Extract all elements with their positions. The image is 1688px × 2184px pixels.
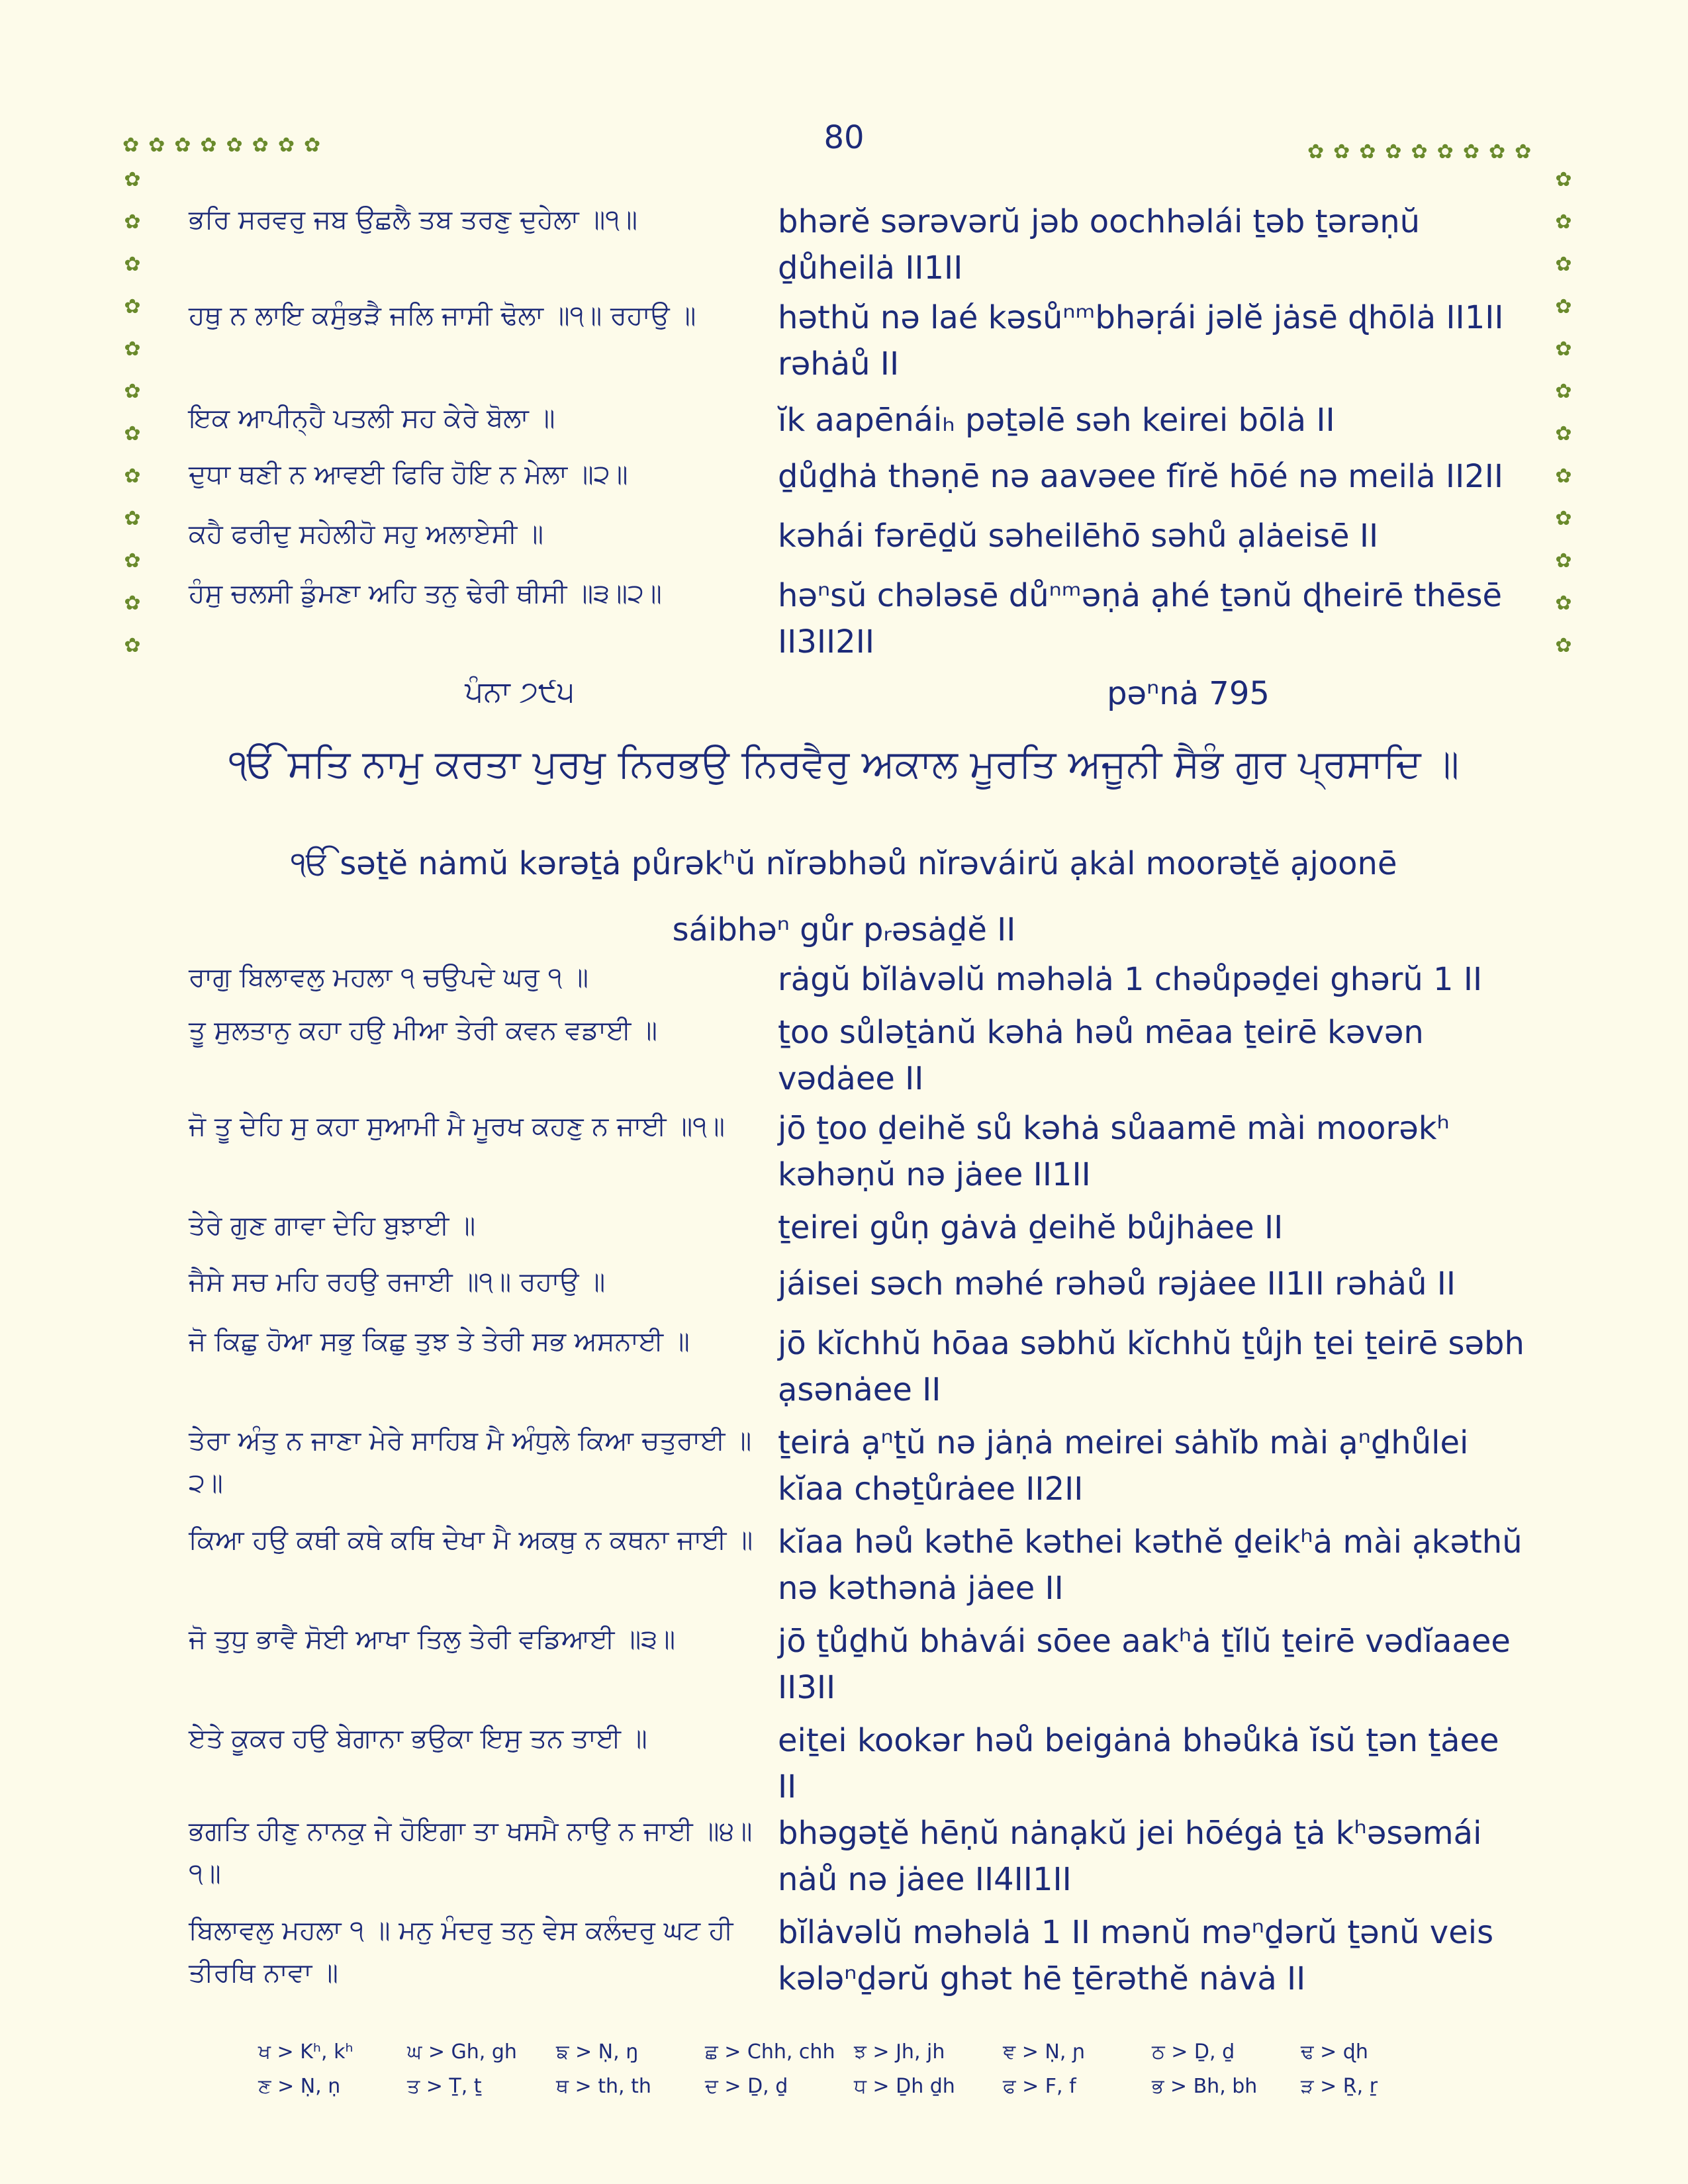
verse-section-1 <box>189 199 1526 665</box>
transliteration-line: kĭaa həů kəthē kəthei kəthĕ ḏeikʰȧ mài ạkəthŭ nə kəthənȧ jȧee II <box>778 1524 1523 1607</box>
gurmukhi-line: ਹੰਸੁ ਚਲਸੀ ਡੁੰਮਣਾ ਅਹਿ ਤਨੁ ਢੇਰੀ ਥੀਸੀ ॥੩॥੨॥ <box>189 578 662 609</box>
flower-ornament: ✿ <box>124 634 141 657</box>
transliteration-line: bhəgəṯĕ hēṇŭ nȧnạkŭ jei hōégȧ ṯȧ kʰəsəmái nȧů nə jȧee II4II1II <box>778 1815 1482 1898</box>
key-entry: ਘ > Gh, gh <box>407 2040 517 2064</box>
transliteration-line: ḏůḏhȧ thəṇē nə aavəee fĭrĕ hōé nə meilȧ II2II <box>778 458 1504 495</box>
verse-section-2 <box>189 956 1526 2009</box>
gurmukhi-line: ਰਾਗੁ ਬਿਲਾਵਲੁ ਮਹਲਾ ੧ ਚਉਪਦੇ ਘਰੁ ੧ ॥ <box>189 962 588 993</box>
key-row <box>258 2070 1450 2104</box>
transliteration-line: həthŭ nə laé kəsůⁿᵐbhəṛái jəlĕ jȧsē ɖhōlȧ II1II rəhȧů II <box>778 299 1504 383</box>
gurmukhi-line: ਜੈਸੇ ਸਚ ਮਹਿ ਰਹਉ ਰਜਾਈ ॥੧॥ ਰਹਾਉ ॥ <box>189 1267 606 1297</box>
verse-row <box>189 295 1526 397</box>
transliteration-line: jáisei səch məhé rəhəů rəjȧee II1II rəhȧů II <box>778 1265 1456 1302</box>
flower-ornament: ✿ <box>1555 634 1572 657</box>
gurmukhi-line: ਕਿਆ ਹਉ ਕਥੀ ਕਥੇ ਕਥਿ ਦੇਖਾ ਮੈ ਅਕਥੁ ਨ ਕਥਨਾ ਜਾਈ ॥ <box>189 1525 753 1555</box>
gurmukhi-line: ਜੋ ਕਿਛੁ ਹੋਆ ਸਭੁ ਕਿਛੁ ਤੁਝ ਤੇ ਤੇਰੀ ਸਭ ਅਸਨਾਈ ॥ <box>189 1326 690 1357</box>
gurmukhi-line: ਏਤੇ ਕੂਕਰ ਹਉ ਬੇਗਾਨਾ ਭਉਕਾ ਇਸੁ ਤਨ ਤਾਈ ॥ <box>189 1723 647 1754</box>
border-left-column <box>119 159 146 667</box>
flower-ornament: ✿ <box>124 465 141 488</box>
verse-row <box>189 453 1526 513</box>
flower-ornament: ✿ <box>124 422 141 445</box>
gurmukhi-line: ਜੋ ਤੁਧੁ ਭਾਵੈ ਸੋਈ ਆਖਾ ਤਿਲੁ ਤੇਰੀ ਵਡਿਆਈ ॥੩॥ <box>189 1624 676 1655</box>
flower-ornament: ✿ <box>124 338 141 361</box>
key-entry: ਤ > Ṯ, ṯ <box>407 2075 482 2098</box>
flower-ornament: ✿ <box>1555 592 1572 615</box>
transliteration-line: jō ṯoo ḏeihĕ sů kəhȧ sůaamē mài moorəkʰ kəhəṇŭ nə jȧee II1II <box>778 1110 1450 1193</box>
gurmukhi-line: ਇਕ ਆਪੀਨ੍ਹੈ ਪਤਲੀ ਸਹ ਕੇਰੇ ਬੋਲਾ ॥ <box>189 403 555 433</box>
flower-ornament: ✿ <box>1555 422 1572 445</box>
border-right-column <box>1550 159 1577 667</box>
gurmukhi-line: ਤੂ ਸੁਲਤਾਨੁ ਕਹਾ ਹਉ ਮੀਆ ਤੇਰੀ ਕਵਨ ਵਡਾਈ ॥ <box>189 1015 657 1046</box>
verse-row <box>189 1320 1526 1420</box>
flower-ornament: ✿ <box>1555 338 1572 361</box>
key-entry: ਛ > Chh, chh <box>705 2040 835 2064</box>
gurmukhi-line: ਜੋ ਤੂ ਦੇਹਿ ਸੁ ਕਹਾ ਸੁਆਮੀ ਮੈ ਮੂਰਖ ਕਹਣੁ ਨ ਜਾਈ ॥੧॥ <box>189 1111 725 1142</box>
gurmukhi-line: ਬਿਲਾਵਲੁ ਮਹਲਾ ੧ ॥ ਮਨੁ ਮੰਦਰੁ ਤਨੁ ਵੇਸ ਕਲੰਦਰੁ ਘਟ ਹੀ ਤੀਰਥਿ ਨਾਵਾ ॥ <box>189 1915 733 1988</box>
flower-ornament: ✿ <box>124 168 141 191</box>
flower-ornament: ✿ <box>124 295 141 318</box>
verse-row <box>189 1105 1526 1205</box>
key-entry: ਙ > Ṇ, ŋ <box>556 2040 639 2064</box>
flower-ornament: ✿ <box>124 592 141 615</box>
transliteration-line: rȧgŭ bĭlȧvəlŭ məhəlȧ 1 chəůpəḏei ghərŭ 1 II <box>778 961 1483 998</box>
page-marker-transliteration: pəⁿnȧ 795 <box>1107 675 1270 712</box>
key-entry: ਦ > Ḏ, ḏ <box>705 2075 788 2098</box>
flower-ornament: ✿ <box>1555 168 1572 191</box>
flower-ornament: ✿ <box>124 210 141 234</box>
transliteration-line: ĭk aapēnáiₕ pəṯəlē səh keirei bōlȧ II <box>778 402 1335 439</box>
verse-row <box>189 1519 1526 1618</box>
border-top-right: ✿✿✿✿✿✿✿✿✿ <box>1307 140 1541 163</box>
transliteration-line: jō ṯůḏhŭ bhȧvái sōee aakʰȧ ṯĭlŭ ṯeirē vədĭaaee II3II <box>778 1623 1511 1706</box>
verse-row <box>189 956 1526 1009</box>
transliteration-line: bhərĕ sərəvərŭ jəb oochhəlái ṯəb ṯərəṇŭ ḏůheilȧ II1II <box>778 203 1421 287</box>
key-entry: ਖ > Kʰ, kʰ <box>258 2040 353 2064</box>
transliteration-line: ṯeirei gůṇ gȧvȧ ḏeihĕ bůjhȧee II <box>778 1209 1284 1246</box>
flower-ornament: ✿ <box>1555 380 1572 403</box>
verse-row <box>189 397 1526 453</box>
flower-ornament: ✿ <box>124 380 141 403</box>
verse-row <box>189 1205 1526 1261</box>
key-entry: ਣ > Ṇ, ṇ <box>258 2075 341 2098</box>
page-marker <box>189 675 1526 712</box>
flower-ornament: ✿ <box>1555 210 1572 234</box>
flower-ornament: ✿ <box>1555 295 1572 318</box>
flower-ornament: ✿ <box>1555 253 1572 276</box>
flower-ornament: ✿ <box>1555 549 1572 572</box>
gurmukhi-line: ਹਥੁ ਨ ਲਾਇ ਕਸੁੰਭੜੈ ਜਲਿ ਜਾਸੀ ਢੋਲਾ ॥੧॥ ਰਹਾਉ ॥ <box>189 300 696 331</box>
key-entry: ੜ > Ṟ, ṟ <box>1301 2075 1378 2098</box>
transliteration-line: ṯeirȧ ạⁿṯŭ nə jȧṇȧ meirei sȧhĭb mài ạⁿḏhůlei kĭaa chəṯůrȧee II2II <box>778 1424 1469 1508</box>
gurmukhi-line: ਕਹੈ ਫਰੀਦੁ ਸਹੇਲੀਹੋ ਸਹੁ ਅਲਾਏਸੀ ॥ <box>189 519 544 549</box>
transliteration-line: həⁿsŭ chələsē důⁿᵐəṇȧ ạhé ṯənŭ ɖheirē thēsē II3II2II <box>778 577 1502 660</box>
key-entry: ਢ > ɖh <box>1301 2040 1368 2064</box>
key-entry: ਫ > F, f <box>1003 2075 1076 2098</box>
verse-row <box>189 1717 1526 1810</box>
flower-ornament: ✿ <box>124 549 141 572</box>
transliteration-line: bĭlȧvəlŭ məhəlȧ 1 II mənŭ məⁿḏərŭ ṯənŭ veis kələⁿḏərŭ ghət hē ṯērəthĕ nȧvȧ II <box>778 1914 1494 1997</box>
border-top-left: ✿✿✿✿✿✿✿✿ <box>122 134 330 157</box>
flower-ornament: ✿ <box>1555 507 1572 530</box>
verse-row <box>189 572 1526 665</box>
page-number: 80 <box>823 119 865 156</box>
flower-ornament: ✿ <box>1555 465 1572 488</box>
gurmukhi-line: ਦੁਧਾ ਥਣੀ ਨ ਆਵਈ ਫਿਰਿ ਹੋਇ ਨ ਮੇਲਾ ॥੨॥ <box>189 459 628 490</box>
flower-ornament: ✿ <box>124 253 141 276</box>
key-row <box>258 2035 1450 2070</box>
verse-row <box>189 1420 1526 1519</box>
key-entry: ਠ > Ḏ, ḏ <box>1152 2040 1235 2064</box>
transliteration-line: kəhái fərēḏŭ səheilēhō səhů ạlȧeisē II <box>778 518 1379 555</box>
verse-row <box>189 1810 1526 1909</box>
gurmukhi-line: ਭਗਤਿ ਹੀਣੁ ਨਾਨਕੁ ਜੇ ਹੋਇਗਾ ਤਾ ਖਸਮੈ ਨਾਉ ਨ ਜਾਈ ॥੪॥੧॥ <box>189 1816 753 1889</box>
transliteration-line: jō kĭchhŭ hōaa səbhŭ kĭchhŭ ṯůjh ṯei ṯeirē səbh ạsənȧee II <box>778 1325 1524 1408</box>
mool-mantar-gurmukhi: ੴ ਸਤਿ ਨਾਮੁ ਕਰਤਾ ਪੁਰਖੁ ਨਿਰਭਉ ਨਿਰਵੈਰੁ ਅਕਾਲ ਮੂਰਤਿ ਅਜੂਨੀ ਸੈਭੰ ਗੁਰ ਪ੍ਰਸਾਦਿ ॥ <box>228 741 1460 786</box>
transliteration-line: eiṯei kookər həů beigȧnȧ bhəůkȧ ĭsŭ ṯən ṯȧee II <box>778 1722 1499 1805</box>
transliteration-line: ṯoo sůləṯȧnŭ kəhȧ həů mēaa ṯeirē kəvən vədȧee II <box>778 1014 1424 1097</box>
key-entry: ਝ > Jh, jh <box>854 2040 945 2064</box>
page-marker-gurmukhi: ਪੰਨਾ ੭੯੫ <box>465 675 575 709</box>
key-entry: ਥ > th, th <box>556 2075 651 2098</box>
flower-ornament: ✿ <box>124 507 141 530</box>
key-entry: ਭ > Bh, bh <box>1152 2075 1258 2098</box>
gurmukhi-line: ਤੇਰੇ ਗੁਣ ਗਾਵਾ ਦੇਹਿ ਬੁਝਾਈ ॥ <box>189 1210 476 1241</box>
verse-row <box>189 1909 1526 2009</box>
verse-row <box>189 513 1526 572</box>
verse-row <box>189 1009 1526 1105</box>
gurmukhi-line: ਤੇਰਾ ਅੰਤੁ ਨ ਜਾਣਾ ਮੇਰੇ ਸਾਹਿਬ ਮੈ ਅੰਧੁਲੇ ਕਿਆ ਚਤੁਰਾਈ ॥੨॥ <box>189 1426 752 1498</box>
transliteration-key <box>258 2035 1450 2104</box>
key-entry: ਧ > Ḏh ḏh <box>854 2075 955 2098</box>
gurmukhi-line: ਭਰਿ ਸਰਵਰੁ ਜਬ ਉਛਲੈ ਤਬ ਤਰਣੁ ਦੁਹੇਲਾ ॥੧॥ <box>189 205 637 235</box>
mool-mantar-transliteration: ੴ səṯĕ nȧmŭ kərəṯȧ půrəkʰŭ nĭrəbhəů nĭrəváirŭ ạkȧl moorəṯĕ ạjoonē sáibhəⁿ gůr pᵣəsȧḏĕ II <box>291 845 1397 948</box>
verse-row <box>189 199 1526 295</box>
key-entry: ਞ > Ṇ, ɲ <box>1003 2040 1086 2064</box>
verse-row <box>189 1261 1526 1320</box>
verse-row <box>189 1618 1526 1717</box>
